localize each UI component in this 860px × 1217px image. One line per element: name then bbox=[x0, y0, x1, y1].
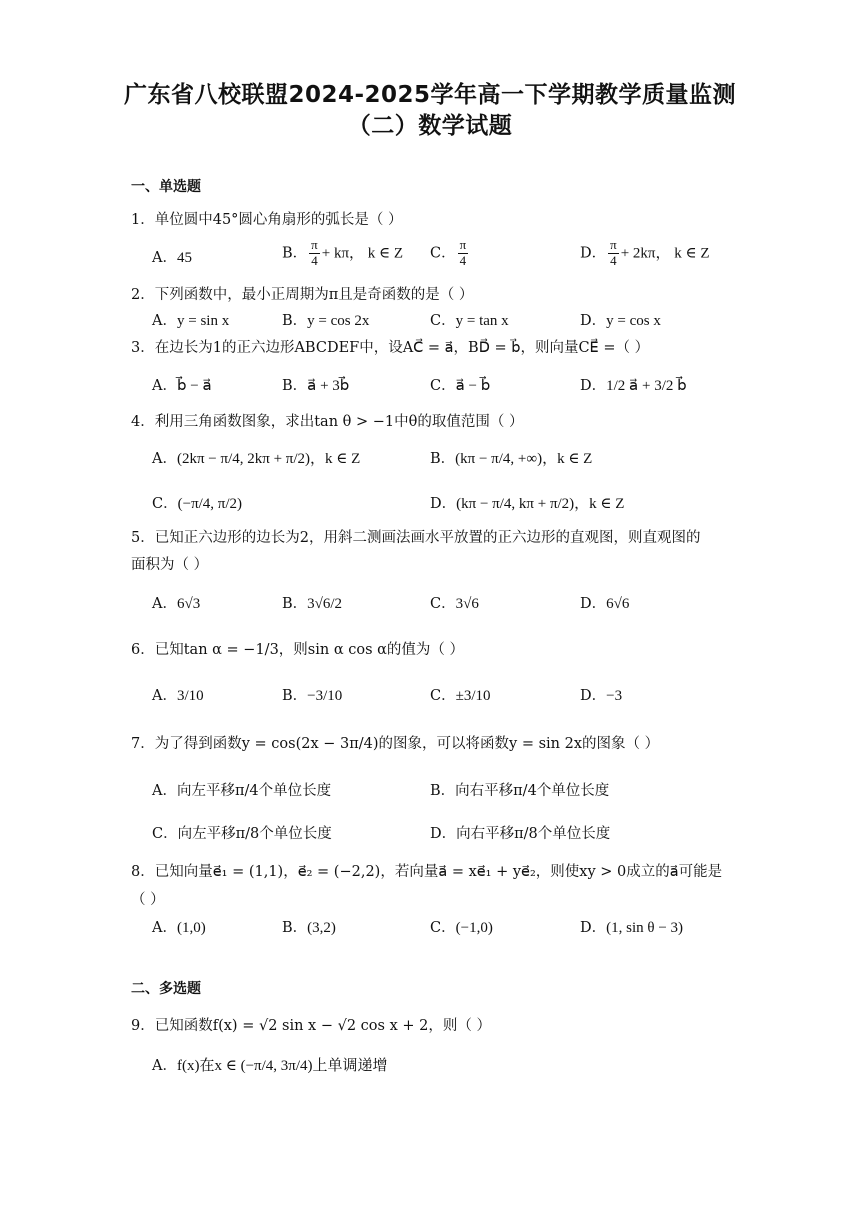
q9-option-a: A．f(x)在x ∈ (−π/4, 3π/4)上单调递增 bbox=[152, 1058, 388, 1074]
q1-option-c: C． $\frac{\pi}{4}$ bbox=[430, 237, 467, 268]
question-7-stem: 7．为了得到函数y = cos(2x − 3π/4)的图象，可以将函数y = sin 2x的图象（ ） bbox=[131, 736, 660, 752]
question-5-stem-line2: 面积为（ ） bbox=[131, 557, 209, 573]
question-4-stem: 4．利用三角函数图象，求出tan θ > −1中θ的取值范围（ ） bbox=[131, 414, 524, 430]
q4-option-c: C．(−π/4, π/2) bbox=[152, 496, 243, 512]
q5-option-c: C．3√6 bbox=[430, 596, 479, 612]
page-subtitle: （二）数学试题 bbox=[347, 113, 513, 139]
q4-option-b: B．(kπ − π/4, +∞)，k ∈ Z bbox=[430, 451, 593, 467]
question-6-stem: 6．已知tan α = −1/3，则sin α cos α的值为（ ） bbox=[131, 642, 465, 658]
q2-option-c: C．y = tan x bbox=[430, 313, 509, 329]
page-title: 广东省八校联盟2024-2025学年高一下学期教学质量监测 bbox=[123, 82, 737, 108]
q8-option-b: B．(3,2) bbox=[282, 920, 336, 936]
q7-option-b: B．向右平移π/4个单位长度 bbox=[430, 783, 610, 799]
question-5-stem: 5．已知正六边形的边长为2，用斜二测画法画水平放置的正六边形的直观图，则直观图的 bbox=[131, 530, 701, 546]
q2-option-a: A．y = sin x bbox=[152, 313, 230, 329]
q5-option-d: D．6√6 bbox=[580, 596, 630, 612]
q6-option-a: A．3/10 bbox=[152, 688, 204, 704]
question-1-stem: 1．单位圆中45°圆心角扇形的弧长是（ ） bbox=[131, 212, 403, 228]
q6-option-d: D．−3 bbox=[580, 688, 623, 704]
q3-option-c: C．a⃗ − b⃗ bbox=[430, 378, 491, 394]
q3-option-a: A．b⃗ − a⃗ bbox=[152, 378, 212, 394]
q3-option-d: D．1/2 a⃗ + 3/2 b⃗ bbox=[580, 378, 687, 394]
q1-option-a: A．45 bbox=[152, 250, 192, 266]
q5-option-a: A．6√3 bbox=[152, 596, 201, 612]
q3-option-b: B．a⃗ + 3b⃗ bbox=[282, 378, 350, 394]
question-8-stem-line2: （ ） bbox=[131, 892, 165, 908]
q6-option-b: B．−3/10 bbox=[282, 688, 343, 704]
question-8-stem: 8．已知向量e⃗₁ = (1,1)，e⃗₂ = (−2,2)，若向量a⃗ = xe⃗₁ + ye⃗₂，则使xy > 0成立的a⃗可能是 bbox=[131, 864, 723, 880]
question-3-stem: 3．在边长为1的正六边形ABCDEF中，设AC⃗ = a⃗，BD⃗ = b⃗，则向量CE⃗ =（ ） bbox=[131, 340, 650, 356]
q5-option-b: B．3√6/2 bbox=[282, 596, 343, 612]
q6-option-c: C．±3/10 bbox=[430, 688, 491, 704]
question-9-stem: 9．已知函数f(x) = √2 sin x − √2 cos x + 2，则（ ） bbox=[131, 1018, 491, 1034]
q2-option-d: D．y = cos x bbox=[580, 313, 661, 329]
q4-option-d: D．(kπ − π/4, kπ + π/2)，k ∈ Z bbox=[430, 496, 625, 512]
q2-option-b: B．y = cos 2x bbox=[282, 313, 370, 329]
q4-option-a: A．(2kπ − π/4, 2kπ + π/2)，k ∈ Z bbox=[152, 451, 361, 467]
question-2-stem: 2．下列函数中，最小正周期为π且是奇函数的是（ ） bbox=[131, 287, 474, 303]
q7-option-d: D．向右平移π/8个单位长度 bbox=[430, 826, 611, 842]
q1-option-b: B． $\frac{\pi}{4}$ + kπ， k ∈ Z bbox=[282, 237, 404, 268]
section-multi-choice: 二、多选题 bbox=[131, 981, 201, 997]
q8-option-a: A．(1,0) bbox=[152, 920, 206, 936]
q1-option-d: D． $\frac{\pi}{4}$ + 2kπ， k ∈ Z bbox=[580, 237, 710, 268]
q8-option-c: C．(−1,0) bbox=[430, 920, 493, 936]
q8-option-d: D．(1, sin θ − 3) bbox=[580, 920, 684, 936]
section-single-choice: 一、单选题 bbox=[131, 179, 201, 195]
q7-option-a: A．向左平移π/4个单位长度 bbox=[152, 783, 332, 799]
q7-option-c: C．向左平移π/8个单位长度 bbox=[152, 826, 332, 842]
